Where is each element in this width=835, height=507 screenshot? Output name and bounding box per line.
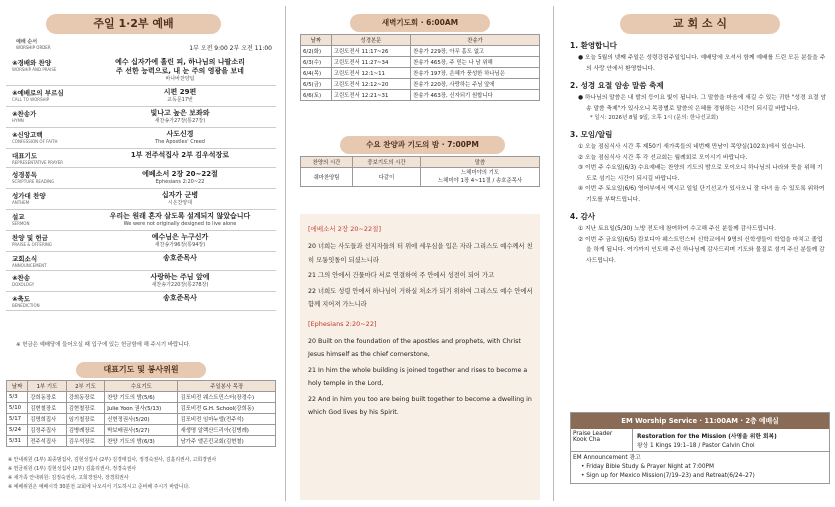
em-sermon-ref: 왕상 1 Kings 19:1–18 / Pastor Calvin Choi [637, 443, 755, 449]
wed-table [300, 156, 540, 187]
table-cell: 고린도전서 11:27~34 [331, 57, 410, 68]
dawn-title: 새벽기도회 · 6:00AM [350, 14, 490, 32]
table-cell: 김포비전 웨스트민스터(장경수) [178, 392, 276, 403]
order-main: 우리는 원래 혼자 살도록 설계되지 않았습니다 [109, 212, 251, 220]
footnotes [8, 456, 276, 492]
table-cell: 박보배권사(5/27) [105, 425, 178, 436]
order-label-ko: 예배 순서 [16, 39, 38, 45]
news-item: ① 지난 토요일(5/30) 노방 전도에 참여하여 수고해 주신 분들께 감사드립니다. [578, 226, 776, 232]
order-content [84, 149, 276, 167]
wed-intercession: 다같이 [353, 168, 421, 187]
table-header: 찬양의 시간 [301, 157, 353, 168]
order-content [84, 292, 276, 310]
news-item: ① 오늘 점심식사 시간 후 제50기 새가족들의 네번째 만남이 목양실(102호)에서 있습니다. [578, 144, 806, 150]
order-label-en: BENEDICTION [12, 303, 40, 308]
table-cell: 남가주 앨곤킨교회(김현철) [178, 436, 276, 447]
table-row [7, 414, 276, 425]
table-cell: 강희동장로 [66, 392, 105, 403]
order-row [6, 252, 276, 271]
order-label-en: DOXOLOGY [12, 282, 35, 287]
table-cell: 고린도전서 12:21~31 [331, 90, 410, 101]
order-row [6, 149, 276, 168]
en-verse: 20 Built on the foundation of the apostles and prophets, with Christ Jesus himself as the chief cornerstone, [308, 337, 521, 358]
order-row [6, 189, 276, 210]
table-cell: 5/31 [7, 436, 28, 447]
wed-sermon: 느헤미야의 기도 느헤미야 1장 4~11절 / 송호준목사 [421, 168, 540, 187]
table-cell: 전주석집사 [28, 436, 67, 447]
table-cell: 김포비전 임마누엘(전주석) [178, 414, 276, 425]
order-label [6, 210, 84, 230]
order-label-ko: ❀예배로의 부르심 [12, 89, 64, 97]
footnote: ※ 헌금위원 (1부) 김현성집사 (2부) 김홀리권사, 정경숙권사 [8, 466, 137, 472]
table-row [301, 90, 540, 101]
order-label-en: CONFESSION OF FAITH [12, 139, 58, 144]
order-label [6, 107, 84, 127]
news-item: ④ 이번 주 토요일(6/6) 영어부에서 멕시코 일일 단기선교가 있사오니 잘 다녀 올 수 있도록 위하여 기도를 부탁드립니다. [578, 186, 825, 203]
order-content [84, 210, 276, 230]
order-sub: Ephesians 2:20~22 [155, 179, 205, 185]
order-label [6, 252, 84, 270]
offering-note: ※ 헌금은 예배당에 들어오실 때 입구에 있는 헌금함에 해 주시기 바랍니다. [16, 342, 191, 348]
table-cell: 5/3 [7, 392, 28, 403]
order-row [6, 56, 276, 86]
news-item: ③ 이번 주 수요일(6/3) 수요예배는 찬양의 기도의 밤으로 모이오니 하나님의 나라와 뜻을 위해 기도로 섬기는 시간이 되시길 바랍니다. [578, 165, 823, 182]
table-row [301, 46, 540, 57]
news-item: ② 오늘 점심식사 시간 후 각 선교회는 월례회로 모이시기 바랍니다. [578, 154, 748, 161]
table-row [7, 436, 276, 447]
order-label-ko: 대표기도 [12, 152, 38, 160]
en-verse: 22 And in him you too are being built together to become a dwelling in which God lives by his Spirit. [308, 395, 532, 416]
ko-scripture-heading: [에베소서 2장 20~22절] [308, 225, 382, 233]
table-row [301, 68, 540, 79]
table-header: 중보기도의 시간 [353, 157, 421, 168]
em-leader-label: Praise Leader [573, 431, 613, 437]
order-label-ko: 성경봉독 [12, 171, 38, 179]
en-verse: 21 In him the whole building is joined together and rises to become a holy temple in the Lord, [308, 366, 528, 387]
order-label-en: SERMON [12, 221, 30, 226]
em-announcement-label: EM Announcement 광고 [573, 455, 641, 461]
table-cell: 5/17 [7, 414, 28, 425]
em-box [570, 412, 830, 484]
order-sub: 새찬송가27장(통27장) [154, 118, 206, 124]
ko-verse: 20 너희는 사도들과 선지자들의 터 위에 세우심을 입은 자라 그리스도 예수께서 친히 모퉁잇돌이 되셨느니라 [308, 243, 533, 264]
table-cell: 찬송가 229장, 아무 흠도 없고 [411, 46, 540, 57]
order-content [84, 107, 276, 127]
table-cell: 찬송가 220장, 사랑하는 주님 앞에 [411, 79, 540, 90]
prayer-table [6, 380, 276, 447]
order-main: 예수님은 누구신가 [151, 233, 209, 241]
table-cell: 김현철장로 [28, 403, 67, 414]
table-header: 주일봉사 목장 [178, 381, 276, 392]
order-main: 에베소서 2장 20~22절 [142, 170, 218, 178]
table-cell: 고린도전서 12:1~11 [331, 68, 410, 79]
table-cell: 6/6(토) [301, 90, 332, 101]
news-column [570, 0, 830, 507]
order-label-ko: 성가대 찬양 [12, 192, 46, 200]
order-main: 사랑하는 주님 앞에 [150, 273, 210, 281]
table-cell: 찬양 기도의 밤(6/3) [105, 436, 178, 447]
table-cell: 신현정권사(5/20) [105, 414, 178, 425]
order-label-en: WORSHIP ORDER [16, 45, 51, 50]
news-heading: 1. 환영합니다 [570, 41, 617, 50]
em-ann-2: • Sign up for Mexico Mission(7/19–23) and Retreat(6/24–27) [581, 473, 755, 479]
order-row [6, 292, 276, 311]
table-row [7, 425, 276, 436]
order-label-en: ANNOUNCEMENT [12, 263, 47, 268]
table-header: 찬송가 [411, 35, 540, 46]
order-label-ko: ❀경배와 찬양 [12, 59, 52, 67]
table-cell: 6/3(수) [301, 57, 332, 68]
order-label-ko: ❀찬송 [12, 274, 31, 282]
table-cell: 강희동장로 [28, 392, 67, 403]
order-row [6, 86, 276, 107]
table-cell: 6/4(목) [301, 68, 332, 79]
order-label [6, 168, 84, 188]
em-sermon-title: Restoration for the Mission (사명을 위한 회복) [637, 434, 777, 440]
order-content [84, 252, 276, 270]
em-ann-1: • Friday Bible Study & Prayer Night at 7:00PM [581, 464, 715, 470]
order-main: 십자가 군병 [161, 191, 199, 199]
order-sub: 새찬송가96장(통94장) [154, 242, 206, 248]
order-label-ko: 교회소식 [12, 255, 38, 263]
order-label [6, 56, 84, 85]
table-cell: 김포비전 G.H. School(강희동) [178, 403, 276, 414]
order-row [6, 168, 276, 189]
order-main: 사도신경 [166, 130, 194, 138]
order-label-en: REPRESENTATIVE PRAYER [12, 160, 64, 165]
table-row [7, 392, 276, 403]
order-main: 송호준목사 [163, 254, 197, 262]
table-cell: 새생명 알렉산드리아(김병례) [178, 425, 276, 436]
order-label [6, 189, 84, 209]
order-row [6, 210, 276, 231]
order-main: 예수 십자가에 흘린 피, 하나님의 나팔소리 주 선한 능력으로, 내 눈 주의 영광을 보네 [115, 58, 245, 75]
em-title: EM Worship Service · 11:00AM · 2층 예배실 [571, 413, 829, 429]
table-row [301, 79, 540, 90]
worship-title: 주일 1·2부 예배 [46, 14, 221, 34]
order-content [84, 271, 276, 291]
order-label [6, 271, 84, 291]
order-row [6, 231, 276, 252]
table-cell: 임기철장로 [66, 414, 105, 425]
table-cell: Julie Yoon 권사(5/13) [105, 403, 178, 414]
ko-verse: 22 너희도 성령 안에서 하나님이 거하실 처소가 되기 위하여 그리스도 예수 안에서 함께 지어져 가느니라 [308, 287, 533, 308]
order-content [84, 86, 276, 106]
prayer-column [300, 0, 540, 507]
order-label [6, 292, 84, 310]
order-content [84, 168, 276, 188]
order-row [6, 107, 276, 128]
footnote: ※ 새가족 안내위원: 김정숙권사, 고희경권사, 장경희권사 [8, 475, 129, 481]
news-item: ● 하나님의 말씀은 내 발의 등이요 빛이 됩니다. 그 말씀을 마음에 새길 수 있는 귀한 "성경 요절 암송 말씀 축제"가 있사오니 목장별로 말씀의 은혜를 경험하는 시간이 되시길 바랍니다. [578, 95, 827, 112]
table-cell: 고린도전서 12:12~20 [331, 79, 410, 90]
order-sub: 교독문17번 [167, 97, 193, 103]
order-label [6, 231, 84, 251]
wed-title: 수요 찬양과 기도의 밤 · 7:00PM [340, 136, 505, 154]
order-label-ko: ❀찬송가 [12, 110, 37, 118]
order-label [6, 149, 84, 167]
table-cell: 5/24 [7, 425, 28, 436]
wed-praise: 쉐마찬양팀 [301, 168, 353, 187]
footnote: ※ 안내위원 (1부) 최종범집사, 김현성집사 (2부) 김경태집사, 정경숙권사, 김홀리권사, 고희경권사 [8, 457, 217, 463]
order-label [6, 86, 84, 106]
news-item: ● 오늘 5월의 넷째 주일은 성령강림주일입니다. 예배당에 오셔서 함께 예배를 드린 모든 분들을 주의 사랑 안에서 환영합니다. [578, 55, 826, 72]
table-cell: 6/5(금) [301, 79, 332, 90]
news-heading: 4. 감사 [570, 212, 596, 221]
table-cell: 찬송가 197장, 은혜가 풍성한 하나님은 [411, 68, 540, 79]
table-header: 날짜 [301, 35, 332, 46]
ko-verse: 21 그의 안에서 건물마다 서로 연결하여 주 안에서 성전이 되어 가고 [308, 272, 495, 279]
table-cell: 고린도전서 11:17~26 [331, 46, 410, 57]
table-cell: 김정주집사 [28, 425, 67, 436]
table-cell: 5/10 [7, 403, 28, 414]
order-row [6, 128, 276, 149]
footnote: ※ 예배위원은 예배시작 30분전 교회에 나오셔서 기도하시고 준비해 주시기 바랍니다. [8, 484, 190, 490]
order-main: 빛나고 높은 보좌와 [150, 109, 210, 117]
order-sub: 바나바찬양팀 [165, 76, 195, 82]
order-label-en: SCRIPTURE READING [12, 179, 55, 184]
order-row [6, 271, 276, 292]
worship-order [6, 56, 276, 311]
service-times: 1부 오전 9:00 2부 오전 11:00 [189, 45, 272, 52]
news-item: ② 이번 주 금요일(6/5) 캄보디아 웨스트민스터 신학교에서 9명의 신학생들이 학업을 마치고 졸업을 하게 됩니다. 여기까지 인도해 주신 하나님께 감사드리며 기도와 물질로 섬겨 주신 분들께 감사드립니다. [578, 236, 825, 264]
table-header: 성경본문 [331, 35, 410, 46]
order-sub: 시온찬양대 [167, 200, 193, 206]
order-sub: The Apostles' Creed [155, 139, 205, 145]
order-main: 시편 29편 [163, 88, 197, 96]
table-cell: 김병례장로 [66, 425, 105, 436]
order-label-ko: 찬양 및 헌금 [12, 234, 48, 242]
order-main: 1부 전주석집사 2부 김우석장로 [130, 151, 230, 159]
worship-column [6, 0, 276, 507]
order-label-en: HYMN [12, 118, 24, 123]
scripture-box [300, 214, 540, 500]
order-label-ko: ❀신앙고백 [12, 131, 43, 139]
order-content [84, 128, 276, 148]
order-label-ko: ❀축도 [12, 295, 31, 303]
order-sub: We were not originally designed to live alone [123, 221, 237, 227]
table-header: 말씀 [421, 157, 540, 168]
order-label-en: CALL TO WORSHIP [12, 97, 50, 102]
table-cell: 김명희집사 [28, 414, 67, 425]
table-header: 수요기도 [105, 381, 178, 392]
table-row [301, 57, 540, 68]
em-leader: Kook Cha [573, 437, 601, 443]
order-content [84, 189, 276, 209]
table-cell: 6/2(화) [301, 46, 332, 57]
news-title: 교 회 소 식 [620, 14, 780, 34]
order-content [84, 231, 276, 251]
en-scripture-heading: [Ephesians 2:20~22] [308, 319, 377, 328]
dawn-table [300, 34, 540, 101]
news-heading: 2. 성경 요절 암송 말씀 축제 [570, 81, 664, 90]
news-heading: 3. 모임/알림 [570, 130, 613, 139]
news-list [570, 34, 828, 266]
prayer-title: 대표기도 및 봉사위원 [76, 362, 206, 378]
order-label-en: PRAISE & OFFERING [12, 242, 53, 247]
order-content [84, 56, 276, 85]
table-cell: 찬양 기도의 밤(5/6) [105, 392, 178, 403]
order-label-en: WORSHIP AND PRAISE [12, 67, 57, 72]
table-cell: 김현철장로 [66, 403, 105, 414]
table-row [7, 403, 276, 414]
order-sub: 새찬송가220장(통278장) [151, 282, 209, 288]
order-label-ko: 설교 [12, 213, 25, 221]
table-cell: 찬송가 463장, 신자되기 원합니다 [411, 90, 540, 101]
news-item: * 일시: 2026년 8월 9일, 오후 1시 (문의: 한나선교회) [590, 115, 719, 121]
table-cell: 김우석장로 [66, 436, 105, 447]
table-header: 2부 기도 [66, 381, 105, 392]
table-cell: 찬송가 465장, 주 믿는 나 남 위해 [411, 57, 540, 68]
order-label-en: ANTHEM [12, 200, 30, 205]
table-header: 1부 기도 [28, 381, 67, 392]
order-main: 송호준목사 [163, 294, 197, 302]
table-header: 날짜 [7, 381, 28, 392]
order-label [6, 128, 84, 148]
